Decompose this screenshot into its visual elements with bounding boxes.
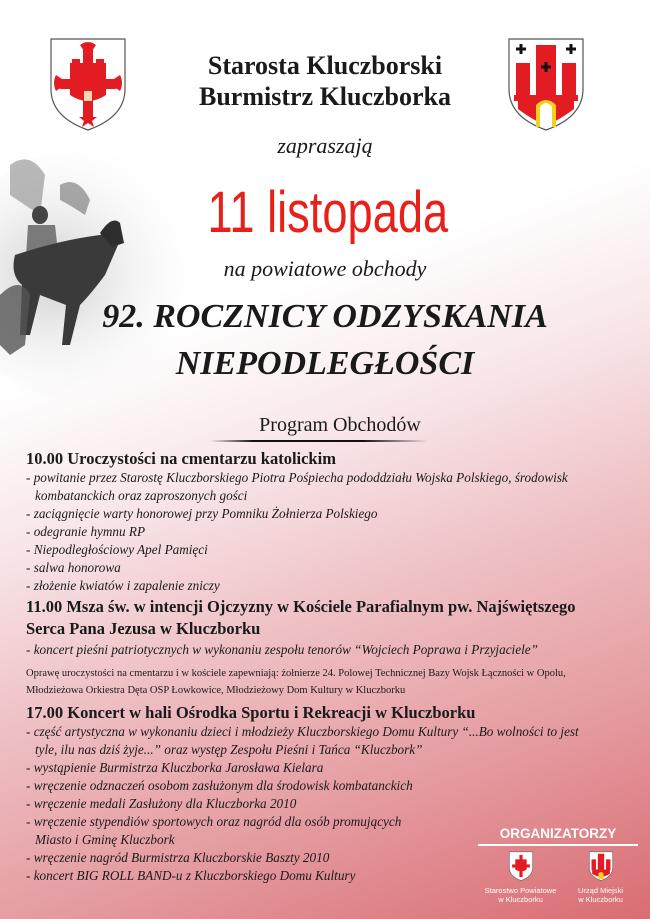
program-heading: Program Obchodów xyxy=(259,414,421,436)
organizer-county-name: Starostwo Powiatowe xyxy=(484,886,557,895)
town-coat-of-arms-small xyxy=(589,851,613,881)
section-title-line2: Serca Pana Jezusa w Kluczborku xyxy=(26,619,261,638)
header-organizer-1: Starosta Kluczborski xyxy=(207,51,443,80)
list-item: - część artystyczna w wykonaniu dzieci i młodzieży Kluczborskiego Domu Kultury “...Bo wolności to jest xyxy=(26,724,579,739)
list-item: - powitanie przez Starostę Kluczborskiego Piotra Pośpiecha pododdziału Wojska Polskiego, środowisk xyxy=(26,470,568,485)
list-item-continuation: Miasto i Gminę Kluczbork xyxy=(35,832,175,847)
header-organizer-2: Burmistrz Kluczborka xyxy=(198,82,452,111)
event-title-line2: NIEPODLEGŁOŚCI xyxy=(175,345,475,382)
organizers-heading: ORGANIZATORZY xyxy=(499,826,617,841)
section-title: 10.00 Uroczystości na cmentarzu katolickim xyxy=(26,449,336,468)
list-item: - wręczenie medali Zasłużony dla Kluczborka 2010 xyxy=(26,796,297,811)
organizers-divider xyxy=(478,844,638,846)
list-item-continuation: kombatanckich oraz zaproszonych gości xyxy=(35,488,248,503)
list-item: - koncert pieśni patriotycznych w wykonaniu zespołu tenorów “Wojciech Poprawa i Przyjaciele” xyxy=(26,642,538,657)
section-title: 17.00 Koncert w hali Ośrodka Sportu i Rekreacji w Kluczborku xyxy=(26,703,476,722)
program-section-1000 xyxy=(26,449,626,595)
list-item: - wręczenie stypendiów sportowych oraz nagród dla osób promujących xyxy=(26,814,402,829)
event-date: 11 listopada xyxy=(207,180,449,245)
organizer-county-city: w Kluczborku xyxy=(498,895,543,904)
program-section-1100 xyxy=(26,597,626,659)
list-item: - odegranie hymnu RP xyxy=(26,524,146,539)
list-item: - salwa honorowa xyxy=(26,560,121,575)
list-item: - Niepodległościowy Apel Pamięci xyxy=(26,542,208,557)
program-note xyxy=(26,665,626,699)
organizers-box xyxy=(478,826,638,904)
list-item: - wręczenie odznaczeń osobom zasłużonym dla środowisk kombatanckich xyxy=(26,778,413,793)
event-subtitle: na powiatowe obchody xyxy=(223,256,427,281)
list-item: - wręczenie nagród Burmistrza Kluczborskie Baszty 2010 xyxy=(26,850,330,865)
list-item: - koncert BIG ROLL BAND-u z Kluczborskiego Domu Kultury xyxy=(26,868,356,883)
invite-text: zapraszają xyxy=(277,133,373,158)
organizer-town-city: w Kluczborku xyxy=(578,895,623,904)
list-item: - złożenie kwiatów i zapalenie zniczy xyxy=(26,578,220,593)
note-line: Młodzieżowa Orkiestra Dęta OSP Łowkowice, Młodzieżowy Dom Kultury w Kluczborku xyxy=(26,685,406,696)
event-title-line1: 92. ROCZNICY ODZYSKANIA xyxy=(102,298,548,335)
organizer-town xyxy=(566,851,636,904)
list-item: - zaciągnięcie warty honorowej przy Pomniku Żołnierza Polskiego xyxy=(26,506,378,521)
program-heading-underline xyxy=(210,440,428,442)
note-line: Oprawę uroczystości na cmentarzu i w kościele zapewniają: żołnierze 24. Polowej Technicznej Bazy Wojsk Łączności w Opolu, xyxy=(26,668,566,679)
organizer-county xyxy=(481,851,561,904)
section-title: 11.00 Msza św. w intencji Ojczyzny w Kościele Parafialnym pw. Najświętszego xyxy=(26,597,576,616)
county-coat-of-arms-small xyxy=(509,851,533,881)
list-item-continuation: tyle, ilu nas dziś żyje...” oraz występ Zespołu Pieśni i Tańca “Kluczbork” xyxy=(35,742,423,757)
organizer-town-name: Urząd Miejski xyxy=(577,886,623,895)
list-item: - wystąpienie Burmistrza Kluczborka Jarosława Kielara xyxy=(26,760,324,775)
